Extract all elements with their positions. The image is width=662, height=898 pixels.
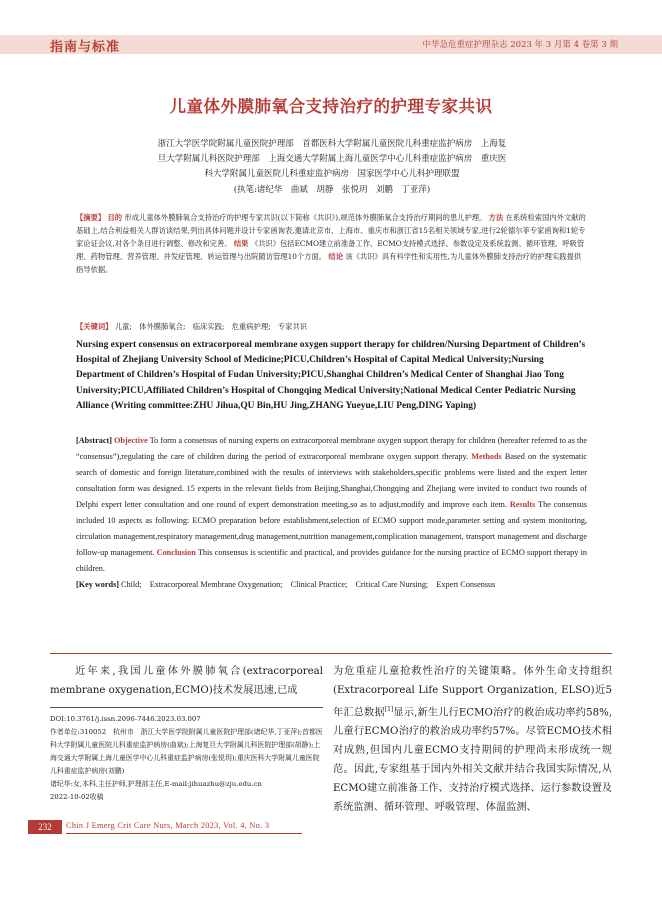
abstract-label: [Abstract] [76, 436, 112, 445]
page-footer [0, 820, 662, 834]
keywords-text: Child; Extracorporeal Membrane Oxygenation; Clinical Practice; Critical Care Nursing; Expert Consensus [121, 580, 496, 589]
body-text-segment: 显示,新生儿行ECMO治疗的救治成功率约58%,儿童行ECMO治疗的救治成功率约57%。尽管ECMO技术相对成熟,但国内儿童ECMO支持期间的护理尚未形成统一规范。因此,专家组基于国内外相关文献并结合我国实际情况,从ECMO建立前准备工作、支持治疗模式选择、运行参数设置及系统监测、循环管理、呼吸管理、体温监测、 [333, 707, 613, 814]
english-title-block: Nursing expert consensus on extracorporeal membrane oxygen support therapy for children/Nursing Department of Children’s Hospital of Zhejiang University School of Medicine;PICU,Children’s Hospital of Capital Medical University;Nursing Department of Children’s Hospital of Fudan University;PICU,Shanghai Children’s Medical Center of Shanghai Jiao Tong University;PICU,Affiliated Children’s Hospital of Chongqing Medical University;National Medical Center Pediatric Nursing Alliance (Writing committee:ZHU Jihua,QU Bin,HU Jing,ZHANG Yueyue,LIU Peng,DING Yaping) [76, 340, 586, 411]
objective-text: 形成儿童体外膜肺氧合支持治疗的护理专家共识(以下简称《共识》),规范体外膜肺氧合支持治疗期间的患儿护理。 [124, 213, 487, 222]
objective-label: 目的 [107, 213, 123, 222]
doi: DOI:10.3761/j.issn.2096-7446.2023.03.007 [50, 715, 201, 723]
objective-label: Objective [114, 436, 148, 445]
methods-label: 方法 [488, 213, 504, 222]
keywords-label: [Key words] [76, 580, 119, 589]
conclusion-label: 结论 [328, 252, 344, 261]
conclusion-label: Conclusion [156, 548, 196, 557]
author-units: 作者单位:310052 杭州市 浙江大学医学院附属儿童医院护理部(诸纪华,丁亚萍);首都医科大学附属儿童医院儿科重症监护病房(曲斌);上海复旦大学附属儿科医院护理部(胡静);上海交通大学附属上海儿童医学中心儿科重症监护病房(张悦玥);重庆医科大学附属儿童医院儿科重症监护病房(刘鹏) [50, 728, 323, 775]
section-divider [50, 653, 612, 654]
conclusion-text: 该《共识》具有科学性和实用性,为儿童体外膜肺支持治疗的护理实践提供指导依据。 [76, 252, 582, 274]
results-text: The consensus included 10 aspects as following: ECMO preparation before establishment,selection of ECMO support mode,parameter setting and system monitoring, circulation management,respiratory management,drug management,nutrition management,complication management, transport management and discharge follow-up management. [76, 500, 587, 557]
body-text-segment: 为危重症儿童抢救性治疗的关键策略。体外生命支持组织(Extracorporeal Life Support Organization, ELSO)近5年汇总数据 [333, 666, 612, 719]
results-label: 结果 [233, 239, 249, 248]
results-text: 《共识》包括ECMO建立前准备工作、ECMO支持模式选择、参数设定及系统监测、循环管理、呼吸管理、药物管理、营养管理、并发症管理、转运管理与出院随访管理10个方面。 [76, 239, 585, 261]
section-label: 指南与标准 [50, 40, 121, 55]
author-list: (执笔:诸纪华 曲斌 胡静 张悦玥 刘鹏 丁亚萍) [233, 185, 431, 195]
article-title: 儿童体外膜肺氧合支持治疗的护理专家共识 [169, 97, 493, 116]
conclusion-text: This consensus is scientific and practical, and provides guidance for the nursing practice of ECMO support therapy in children. [76, 548, 587, 573]
corresponding-author: 诸纪华:女,本科,主任护师,护理部主任,E-mail:jihuazhu@zju.edu.cn [50, 780, 262, 788]
chinese-keywords [76, 320, 587, 333]
objective-text: To form a consensus of nursing experts on extracorporeal membrane oxygen support therapy for children (hereafter referred to as the “consensus”),regulating the care of children during the period of extracorporeal membrane oxygen support therapy. [76, 436, 587, 461]
journal-header-bar [0, 35, 662, 54]
abstract-label: 【摘要】 [76, 213, 106, 222]
footnote-divider [50, 707, 323, 708]
body-text-right-column [333, 662, 612, 817]
methods-text: Based on the systematic search of domestic and foreign literature,combined with the results of interviews with stakeholders,specific problems were listed and the expert letter consultation form was designed. 15 experts in the relevant fields from Beijing,Shanghai,Chongqing and Zhejiang were invited to conduct two rounds of Delphi expert letter consultation and one round of expert demonstration meeting,so as to adjust,modify and improve each item. [76, 452, 588, 509]
journal-footer-citation: Chin J Emerg Crit Care Nurs, March 2023, Vol. 4, No. 3 [66, 821, 270, 830]
results-label: Results [509, 500, 536, 509]
affiliation-line: 旦大学附属儿科医院护理部 上海交通大学附属上海儿童医学中心儿科重症监护病房 重庆医 [157, 154, 507, 164]
body-text-left-column: 近年来,我国儿童体外膜肺氧合(extracorporeal membrane oxygenation,ECMO)技术发展迅速,已成 [50, 666, 323, 696]
affiliation-line: 浙江大学医学院附属儿童医院护理部 首都医科大学附属儿童医院儿科重症监护病房 上海复 [157, 139, 507, 149]
english-abstract [76, 433, 587, 593]
keywords-label: 【关键词】 [76, 322, 113, 331]
footer-rule [66, 833, 302, 834]
footnote [50, 713, 323, 804]
methods-label: Methods [471, 452, 502, 461]
page-number: 232 [28, 820, 62, 834]
journal-issue-info: 中华急危重症护理杂志 2023 年 3 月第 4 卷第 3 期 [422, 40, 618, 50]
methods-text: 在系统检索国内外文献的基础上,结合利益相关人群访谈结果,列出具体问题并设计专家函询表,邀请北京市、上海市、重庆市和浙江省15名相关领域专家,进行2轮德尔菲专家函询和1轮专家论证会议,对各个条目进行调整、修改和完善。 [76, 213, 586, 248]
keywords-text: 儿童; 体外膜肺氧合; 临床实践; 危重病护理; 专家共识 [114, 322, 308, 331]
affiliation-line: 科大学附属儿童医院儿科重症监护病房 国家医学中心儿科护理联盟 [204, 169, 460, 179]
reference-marker: [1] [384, 706, 394, 713]
received-date: 2022-10-02收稿 [50, 793, 104, 801]
chinese-abstract [76, 211, 587, 276]
